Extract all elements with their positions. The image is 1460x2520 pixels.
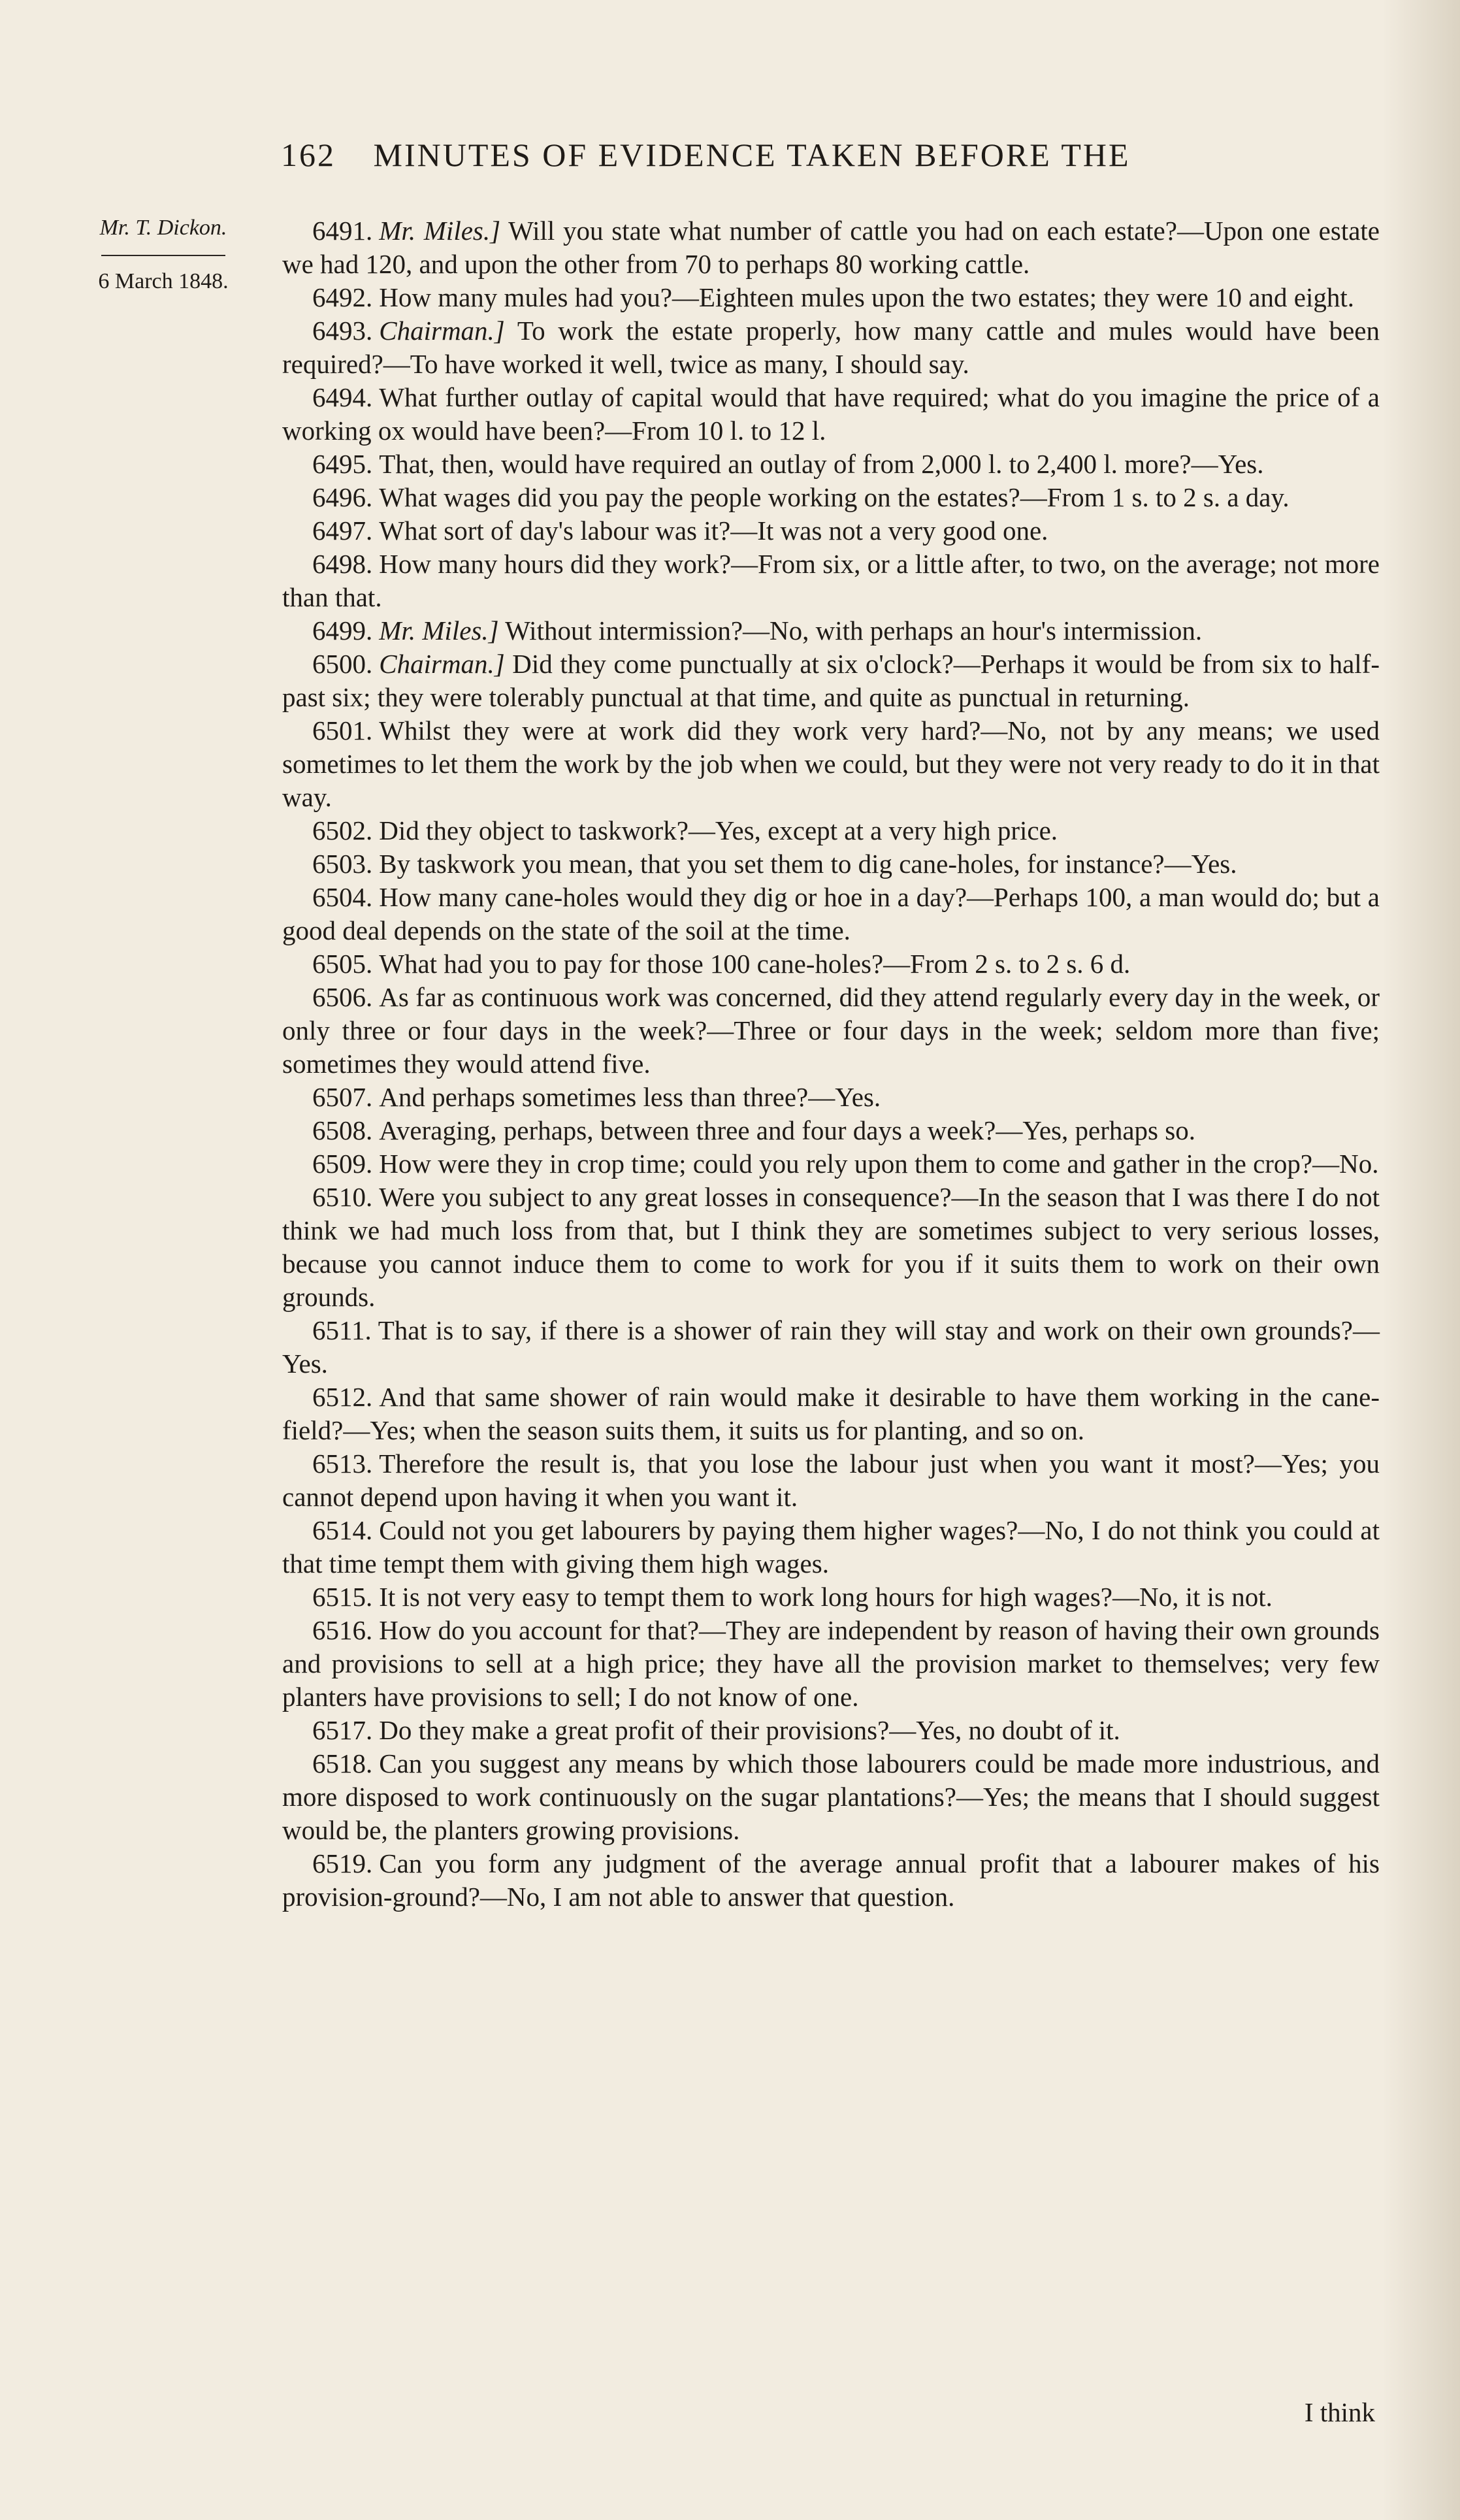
question-text: And perhaps sometimes less than three?—Yes. bbox=[379, 1082, 881, 1112]
question-paragraph bbox=[282, 1381, 1380, 1447]
question-text: It is not very easy to tempt them to work long hours for high wages?—No, it is not. bbox=[379, 1582, 1273, 1612]
question-paragraph bbox=[282, 1114, 1380, 1147]
speaker-name: Chairman.] bbox=[379, 316, 505, 346]
question-text: That is to say, if there is a shower of rain they will stay and work on their own grounds?—Yes. bbox=[282, 1315, 1380, 1379]
question-paragraph bbox=[282, 1847, 1380, 1914]
question-number: 6506. bbox=[312, 982, 373, 1012]
question-paragraph bbox=[282, 1747, 1380, 1847]
question-number: 6504. bbox=[312, 882, 373, 912]
question-text: How many cane-holes would they dig or hoe in a day?—Perhaps 100, a man would do; but a good deal depends on the state of the soil at the time. bbox=[282, 882, 1380, 945]
question-paragraph bbox=[282, 1714, 1380, 1747]
question-number: 6518. bbox=[312, 1748, 373, 1778]
question-text: What had you to pay for those 100 cane-holes?—From 2 s. to 2 s. 6 d. bbox=[379, 949, 1131, 979]
question-paragraph bbox=[282, 381, 1380, 448]
question-number: 6517. bbox=[312, 1715, 373, 1745]
question-text: How were they in crop time; could you rely upon them to come and gather in the crop?—No. bbox=[379, 1149, 1379, 1179]
question-number: 6493. bbox=[312, 316, 373, 346]
question-paragraph bbox=[282, 548, 1380, 614]
question-paragraph bbox=[282, 647, 1380, 714]
page-number: 162 bbox=[281, 137, 336, 173]
question-text: To work the estate properly, how many cattle and mules would have been required?—To have worked it well, twice as many, I should say. bbox=[282, 316, 1380, 379]
question-text: Without intermission?—No, with perhaps an hour's intermission. bbox=[505, 615, 1203, 646]
question-text: What sort of day's labour was it?—It was not a very good one. bbox=[379, 515, 1048, 546]
question-number: 6512. bbox=[312, 1382, 373, 1412]
question-number: 6513. bbox=[312, 1448, 373, 1479]
question-text: Did they object to taskwork?—Yes, except at a very high price. bbox=[379, 815, 1058, 845]
question-text: That, then, would have required an outlay of from 2,000 l. to 2,400 l. more?—Yes. bbox=[379, 449, 1264, 479]
question-paragraph bbox=[282, 448, 1380, 481]
question-number: 6491. bbox=[312, 216, 373, 246]
question-number: 6519. bbox=[312, 1848, 373, 1878]
question-paragraph bbox=[282, 514, 1380, 548]
question-paragraph bbox=[282, 1614, 1380, 1714]
question-paragraph bbox=[282, 1181, 1380, 1314]
question-number: 6503. bbox=[312, 849, 373, 879]
question-number: 6514. bbox=[312, 1515, 373, 1545]
question-text: Can you form any judgment of the average annual profit that a labourer makes of his provision-ground?—No, I am not able to answer that question. bbox=[282, 1848, 1380, 1912]
question-paragraph bbox=[282, 1447, 1380, 1514]
question-number: 6499. bbox=[312, 615, 373, 646]
question-paragraph bbox=[282, 981, 1380, 1081]
question-number: 6516. bbox=[312, 1615, 373, 1645]
question-number: 6498. bbox=[312, 549, 373, 579]
question-text: Do they make a great profit of their provisions?—Yes, no doubt of it. bbox=[379, 1715, 1120, 1745]
question-paragraph bbox=[282, 947, 1380, 981]
question-number: 6505. bbox=[312, 949, 373, 979]
question-text: And that same shower of rain would make it desirable to have them working in the cane-field?—Yes; when the season suits them, it suits us for planting, and so on. bbox=[282, 1382, 1380, 1445]
question-text: As far as continuous work was concerned, did they attend regularly every day in the week, or only three or four days in the week?—Three or four days in the week; seldom more than five; sometimes they would attend five. bbox=[282, 982, 1380, 1079]
question-text: Averaging, perhaps, between three and four days a week?—Yes, perhaps so. bbox=[379, 1115, 1195, 1145]
speaker-name: Mr. Miles.] bbox=[379, 615, 499, 646]
question-number: 6494. bbox=[312, 382, 373, 412]
question-number: 6502. bbox=[312, 815, 373, 845]
evidence-body bbox=[282, 214, 1380, 1914]
question-text: What wages did you pay the people working on the estates?—From 1 s. to 2 s. a day. bbox=[379, 482, 1290, 512]
margin-rule bbox=[101, 255, 225, 256]
margin-notes bbox=[78, 216, 248, 294]
question-paragraph bbox=[282, 614, 1380, 647]
question-paragraph bbox=[282, 881, 1380, 947]
running-title: MINUTES OF EVIDENCE TAKEN BEFORE THE bbox=[373, 137, 1131, 173]
page-edge-shadow bbox=[1382, 0, 1460, 2520]
question-paragraph bbox=[282, 1147, 1380, 1181]
question-paragraph bbox=[282, 814, 1380, 847]
question-paragraph bbox=[282, 481, 1380, 514]
speaker-name: Chairman.] bbox=[379, 649, 505, 679]
witness-name: Mr. T. Dickon. bbox=[99, 216, 227, 240]
question-text: Will you state what number of cattle you had on each estate?—Upon one estate we had 120, and upon the other from 70 to perhaps 80 working cattle. bbox=[282, 216, 1380, 279]
question-text: Therefore the result is, that you lose the labour just when you want it most?—Yes; you cannot depend upon having it when you want it. bbox=[282, 1448, 1380, 1512]
question-number: 6501. bbox=[312, 715, 373, 745]
question-number: 6508. bbox=[312, 1115, 373, 1145]
question-number: 6507. bbox=[312, 1082, 373, 1112]
question-paragraph bbox=[282, 1081, 1380, 1114]
question-text: Did they come punctually at six o'clock?—Perhaps it would be from six to half-past six; they were tolerably punctual at that time, and quite as punctual in returning. bbox=[282, 649, 1380, 712]
question-number: 6495. bbox=[312, 449, 373, 479]
question-number: 6509. bbox=[312, 1149, 373, 1179]
question-paragraph bbox=[282, 714, 1380, 814]
question-text: By taskwork you mean, that you set them to dig cane-holes, for instance?—Yes. bbox=[379, 849, 1237, 879]
question-number: 6511. bbox=[312, 1315, 372, 1345]
question-text: What further outlay of capital would that have required; what do you imagine the price of a working ox would have been?—From 10 l. to 12 l. bbox=[282, 382, 1380, 446]
question-paragraph bbox=[282, 281, 1380, 314]
question-number: 6497. bbox=[312, 515, 373, 546]
question-paragraph bbox=[282, 214, 1380, 281]
question-number: 6496. bbox=[312, 482, 373, 512]
question-number: 6510. bbox=[312, 1182, 373, 1212]
evidence-date: 6 March 1848. bbox=[98, 269, 229, 293]
question-paragraph bbox=[282, 1580, 1380, 1614]
question-number: 6515. bbox=[312, 1582, 373, 1612]
question-number: 6500. bbox=[312, 649, 373, 679]
question-text: Were you subject to any great losses in consequence?—In the season that I was there I do not think we had much loss from that, but I think they are sometimes subject to very serious losses, because you cannot induce them to come to work for you if it suits them to work on their own grounds. bbox=[282, 1182, 1380, 1312]
question-text: How many mules had you?—Eighteen mules upon the two estates; they were 10 and eight. bbox=[379, 282, 1354, 312]
question-paragraph bbox=[282, 1314, 1380, 1381]
question-text: Could not you get labourers by paying them higher wages?—No, I do not think you could at that time tempt them with giving them high wages. bbox=[282, 1515, 1380, 1579]
question-paragraph bbox=[282, 314, 1380, 381]
question-text: How many hours did they work?—From six, or a little after, to two, on the average; not more than that. bbox=[282, 549, 1380, 612]
speaker-name: Mr. Miles.] bbox=[379, 216, 501, 246]
running-header bbox=[281, 136, 1378, 174]
question-paragraph bbox=[282, 847, 1380, 881]
question-paragraph bbox=[282, 1514, 1380, 1580]
question-text: How do you account for that?—They are independent by reason of having their own grounds and provisions to sell at a high price; they have all the provision market to themselves; very few planters have provisions to sell; I do not know of one. bbox=[282, 1615, 1380, 1712]
question-text: Whilst they were at work did they work very hard?—No, not by any means; we used sometimes to let them the work by the job when we could, but they were not very ready to do it in that way. bbox=[282, 715, 1380, 812]
question-number: 6492. bbox=[312, 282, 373, 312]
question-text: Can you suggest any means by which those labourers could be made more industrious, and more disposed to work continuously on the sugar plantations?—Yes; the means that I should suggest would be, the planters growing provisions. bbox=[282, 1748, 1380, 1845]
catchword: I think bbox=[1304, 2397, 1375, 2427]
